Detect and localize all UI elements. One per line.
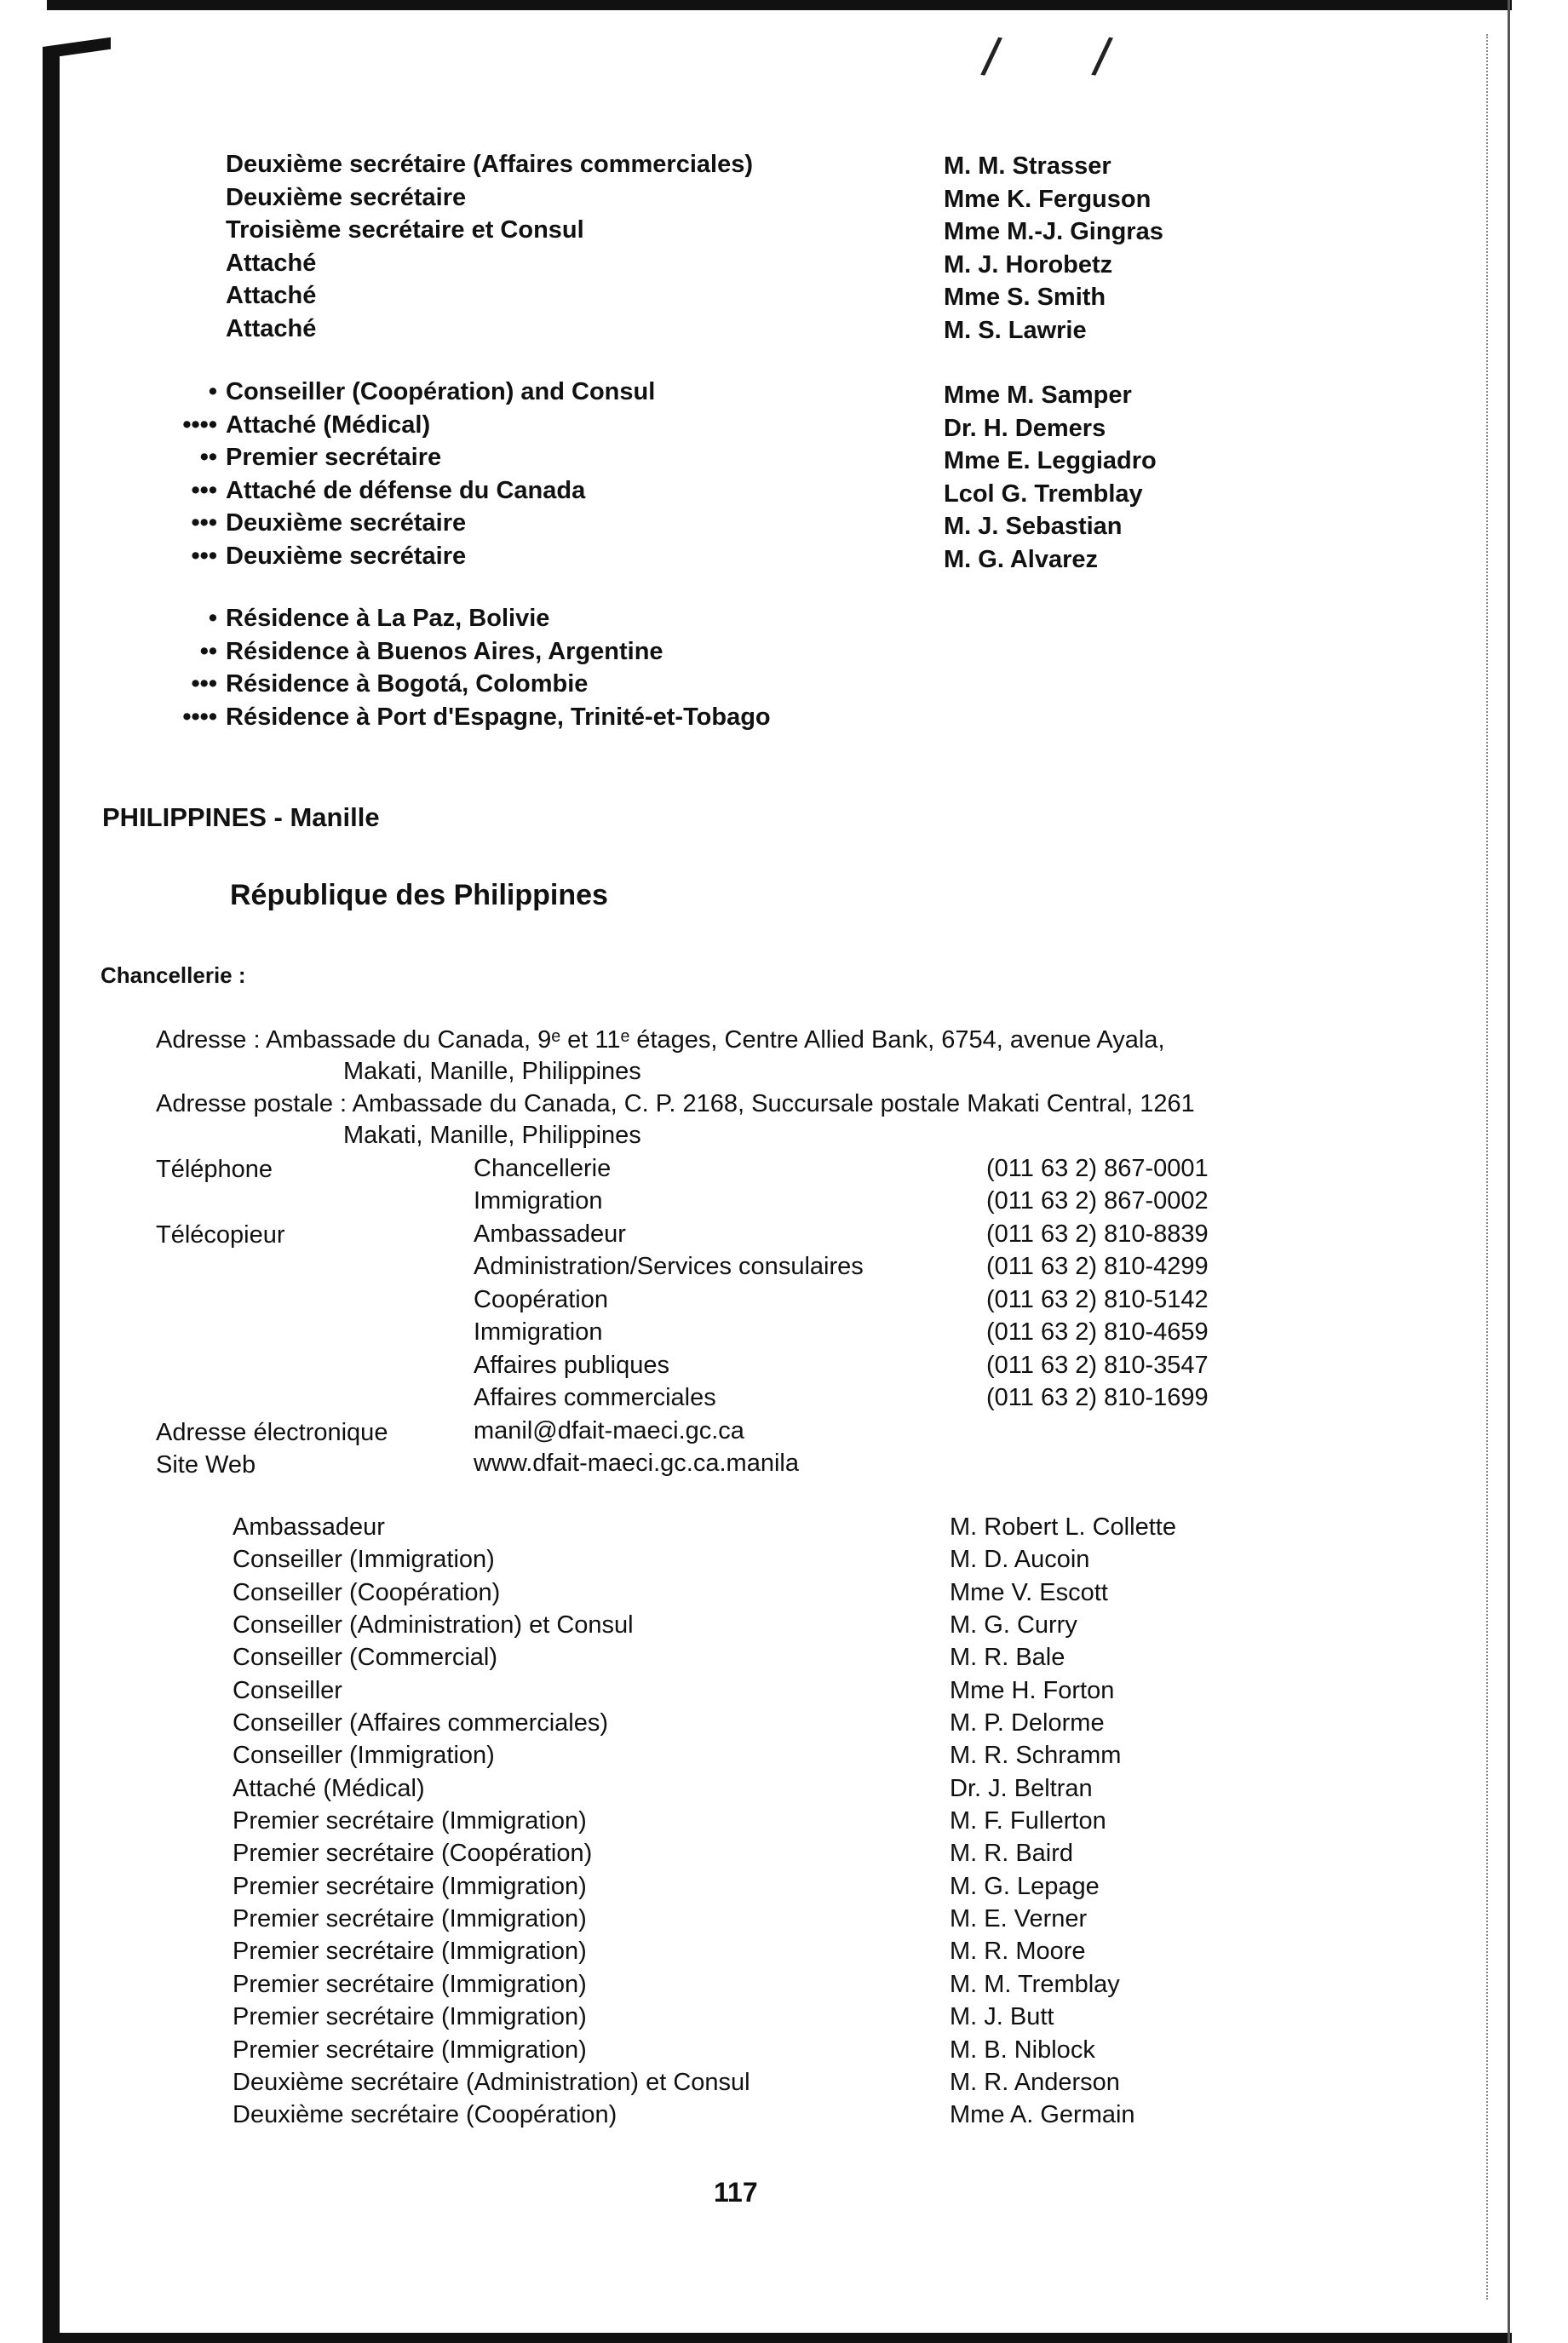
staff-name: M. R. Bale: [950, 1644, 1065, 1672]
staff-title: Attaché (Médical): [226, 411, 431, 439]
staff-title: Conseiller (Coopération) and Consul: [226, 378, 656, 405]
staff-name: Dr. J. Beltran: [950, 1774, 1093, 1802]
staff-name: Mme M. Samper: [944, 382, 1132, 409]
staff-title: Deuxième secrétaire (Coopération): [233, 2101, 617, 2129]
staff-title: Attaché: [226, 282, 317, 309]
staff-name: Dr. H. Demers: [944, 414, 1106, 442]
staff-title: Troisième secrétaire et Consul: [226, 216, 584, 244]
staff-name: Mme S. Smith: [944, 284, 1106, 311]
fax-number: (011 63 2) 810-4299: [986, 1253, 1209, 1280]
legend-item: Résidence à Buenos Aires, Argentine: [226, 637, 663, 665]
staff-name: M. J. Horobetz: [944, 250, 1113, 279]
staff-title: Deuxième secrétaire: [226, 183, 467, 211]
staff-name: M. R. Moore: [950, 1938, 1086, 1966]
resident-titles: [226, 376, 655, 573]
staff-name: Mme V. Escott: [950, 1578, 1108, 1606]
staff-title: Conseiller: [233, 1676, 342, 1704]
email-address: manil@dfait-maeci.gc.ca: [474, 1417, 744, 1444]
telephone-label: Téléphone: [156, 1156, 273, 1183]
scan-border-top: [47, 0, 1512, 10]
staff-name: M. M. Tremblay: [950, 1970, 1120, 1998]
staff-name: M. R. Anderson: [950, 2068, 1120, 2096]
staff-name: M. F. Fullerton: [950, 1807, 1106, 1835]
staff-title: Conseiller (Immigration): [233, 1742, 495, 1770]
contact-service: Chancellerie: [474, 1155, 612, 1182]
scan-border-left: [43, 47, 60, 2343]
contact-service: Affaires commerciales: [474, 1384, 716, 1411]
staff-title: Premier secrétaire (Immigration): [233, 1970, 587, 1998]
bullet-marker: ••••: [182, 703, 217, 731]
staff-titles: [233, 1512, 750, 2133]
staff-name: Mme H. Forton: [950, 1676, 1115, 1704]
staff-names: [950, 1512, 1176, 2133]
staff-name: M. M. Strasser: [944, 152, 1111, 180]
fax-number: (011 63 2) 810-1699: [986, 1384, 1209, 1411]
staff-title: Premier secrétaire (Immigration): [233, 2003, 587, 2031]
chancellerie-label: Chancellerie :: [101, 962, 246, 988]
legend-bullets: [141, 603, 217, 734]
staff-title: Deuxième secrétaire: [226, 542, 467, 570]
bullet-marker: ••••: [182, 411, 217, 439]
fax-number: (011 63 2) 810-4659: [986, 1318, 1209, 1346]
bullet-marker: •••: [191, 542, 217, 570]
staff-title: Attaché de défense du Canada: [226, 476, 586, 504]
staff-title: Conseiller (Coopération): [233, 1578, 501, 1606]
staff-title: Conseiller (Commercial): [233, 1644, 497, 1672]
contact-service: Ambassadeur: [474, 1220, 626, 1248]
staff-title: Deuxième secrétaire (Administration) et Consul: [233, 2068, 750, 2096]
staff-name: M. R. Schramm: [950, 1742, 1122, 1770]
staff-name: M. J. Sebastian: [944, 513, 1123, 540]
staff-name: M. D. Aucoin: [950, 1546, 1090, 1574]
staff-name: M. G. Lepage: [950, 1872, 1100, 1900]
contact-service: Administration/Services consulaires: [474, 1253, 864, 1280]
staff-title: Deuxième secrétaire: [226, 509, 467, 537]
staff-title: Conseiller (Immigration): [233, 1546, 495, 1574]
phone-number: (011 63 2) 867-0002: [986, 1187, 1209, 1215]
fax-number: (011 63 2) 810-8839: [986, 1220, 1209, 1248]
staff-names-top: [944, 151, 1163, 347]
resident-bullets: [141, 376, 217, 573]
phone-number: (011 63 2) 867-0001: [986, 1155, 1209, 1182]
staff-name: M. J. Butt: [950, 2003, 1054, 2031]
staff-name: Mme K. Ferguson: [944, 185, 1152, 213]
country-official-name: République des Philippines: [230, 879, 608, 911]
legend-item: Résidence à La Paz, Bolivie: [226, 605, 550, 632]
website-label: Site Web: [156, 1451, 256, 1479]
staff-title: Attaché: [226, 249, 317, 277]
staff-title: Attaché: [226, 314, 317, 342]
bullet-marker: •: [208, 605, 217, 632]
contact-service: Affaires publiques: [474, 1352, 670, 1379]
scan-border-bottom: [47, 2333, 1512, 2343]
staff-title: Conseiller (Affaires commerciales): [233, 1709, 609, 1737]
country-heading: PHILIPPINES - Manille: [102, 802, 380, 832]
staff-title: Premier secrétaire (Immigration): [233, 2036, 587, 2064]
staff-name: Mme M.-J. Gingras: [944, 218, 1163, 245]
telecopieur-label: Télécopieur: [156, 1221, 285, 1249]
staff-name: M. R. Baird: [950, 1840, 1074, 1868]
staff-name: Lcol G. Tremblay: [944, 480, 1143, 508]
contact-service: Coopération: [474, 1286, 608, 1313]
staff-name: M. G. Curry: [950, 1611, 1077, 1640]
staff-title: Premier secrétaire (Immigration): [233, 1872, 587, 1900]
postal-address-line: Adresse postale : Ambassade du Canada, C. P. 2168, Succursale postale Makati Central, 1261: [156, 1090, 1195, 1117]
postal-address-line-cont: Makati, Manille, Philippines: [343, 1122, 641, 1149]
bullet-marker: •: [208, 378, 217, 405]
address-line-cont: Makati, Manille, Philippines: [343, 1058, 641, 1085]
pen-mark: /: [978, 26, 1004, 89]
fax-number: (011 63 2) 810-3547: [986, 1352, 1209, 1379]
staff-name: M. P. Delorme: [950, 1709, 1105, 1737]
legend-item: Résidence à Port d'Espagne, Trinité-et-Tobago: [226, 703, 771, 731]
staff-name: M. Robert L. Collette: [950, 1513, 1176, 1541]
staff-name: M. B. Niblock: [950, 2036, 1095, 2064]
page-number: 117: [714, 2177, 758, 2208]
page-edge-right: [1508, 0, 1510, 2343]
bullet-marker: •••: [191, 509, 217, 537]
legend-item: Résidence à Bogotá, Colombie: [226, 670, 589, 698]
staff-name: M. E. Verner: [950, 1905, 1088, 1933]
bullet-marker: •••: [191, 670, 217, 698]
page-edge-noise: [1486, 34, 1491, 2300]
staff-name: M. S. Lawrie: [944, 316, 1087, 344]
contact-service: Immigration: [474, 1318, 603, 1346]
address-line: Adresse : Ambassade du Canada, 9ᵉ et 11ᵉ étages, Centre Allied Bank, 6754, avenue Ayala,: [156, 1026, 1165, 1054]
email-label: Adresse électronique: [156, 1419, 388, 1446]
staff-title: Premier secrétaire (Coopération): [233, 1840, 593, 1868]
contact-service: Immigration: [474, 1187, 603, 1215]
staff-title: Conseiller (Administration) et Consul: [233, 1611, 634, 1640]
staff-name: Mme E. Leggiadro: [944, 447, 1157, 474]
staff-name: Mme A. Germain: [950, 2101, 1135, 2129]
staff-title: Premier secrétaire (Immigration): [233, 1807, 587, 1835]
staff-title: Deuxième secrétaire (Affaires commerciales): [226, 151, 753, 178]
bullet-marker: ••: [199, 444, 217, 471]
resident-names: [944, 380, 1157, 577]
bullet-marker: ••: [199, 637, 217, 665]
staff-title: Ambassadeur: [233, 1513, 385, 1541]
legend-items: [226, 603, 771, 734]
bullet-marker: •••: [191, 476, 217, 504]
staff-title: Premier secrétaire (Immigration): [233, 1938, 587, 1966]
staff-name: M. G. Alvarez: [944, 545, 1099, 573]
staff-title: Premier secrétaire: [226, 444, 442, 471]
staff-title: Premier secrétaire (Immigration): [233, 1905, 587, 1933]
pen-mark: /: [1088, 26, 1115, 89]
website-address: www.dfait-maeci.gc.ca.manila: [474, 1450, 799, 1477]
fax-number: (011 63 2) 810-5142: [986, 1286, 1209, 1313]
staff-titles-top: [226, 149, 753, 346]
staff-title: Attaché (Médical): [233, 1774, 425, 1802]
